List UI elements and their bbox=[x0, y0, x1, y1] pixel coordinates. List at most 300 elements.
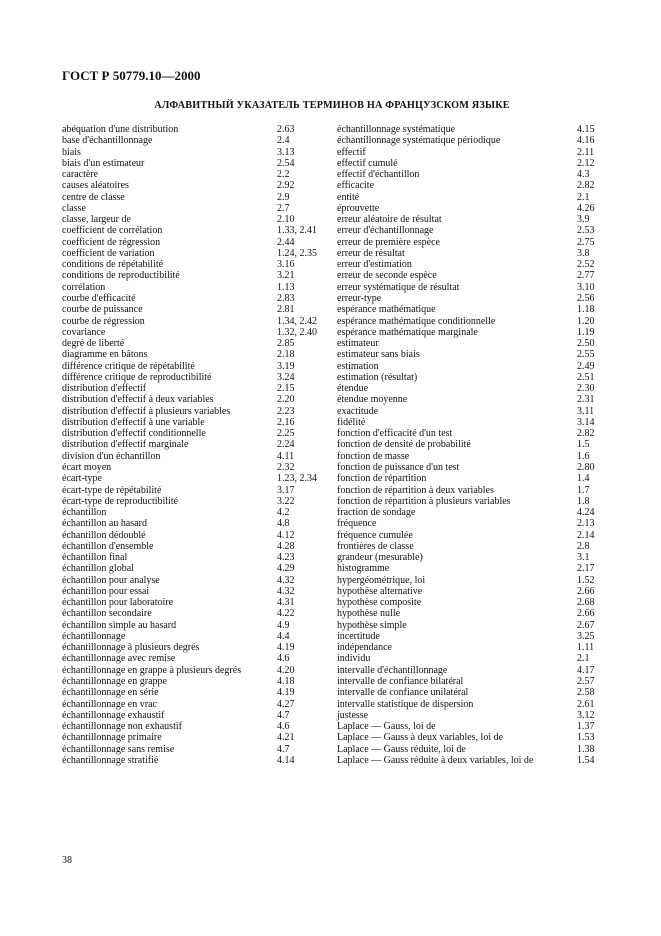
index-reference: 2.11 bbox=[577, 146, 595, 158]
index-term: échantillon pour essai bbox=[62, 585, 150, 597]
index-reference: 2.80 bbox=[577, 461, 595, 473]
index-entry bbox=[337, 203, 603, 214]
index-term: coefficient de variation bbox=[62, 247, 155, 259]
index-term: classe, largeur de bbox=[62, 214, 131, 226]
index-term: estimation bbox=[337, 360, 379, 372]
index-reference: 2.25 bbox=[277, 428, 295, 440]
index-term: exactitude bbox=[337, 405, 379, 417]
index-term: échantillon global bbox=[62, 563, 134, 575]
index-reference: 2.83 bbox=[277, 292, 295, 304]
index-entry bbox=[62, 338, 334, 349]
index-reference: 4.21 bbox=[277, 732, 295, 744]
index-reference: 2.82 bbox=[577, 428, 595, 440]
index-reference: 2.9 bbox=[277, 191, 290, 203]
index-term: intervalle d'échantillonnage bbox=[337, 664, 448, 676]
index-reference: 2.49 bbox=[577, 360, 595, 372]
index-reference: 2.77 bbox=[577, 270, 595, 282]
index-reference: 4.18 bbox=[277, 676, 295, 688]
index-term: courbe de régression bbox=[62, 315, 145, 327]
index-reference: 4.6 bbox=[277, 721, 290, 733]
index-entry bbox=[337, 147, 603, 158]
index-term: échantillon bbox=[62, 507, 107, 519]
index-term: fonction de répartition à plusieurs variables bbox=[337, 495, 511, 507]
index-entry bbox=[337, 744, 603, 755]
index-entry bbox=[337, 124, 603, 135]
index-term: erreur d'échantillonnage bbox=[337, 225, 434, 237]
index-entry bbox=[337, 507, 603, 518]
index-entry bbox=[62, 732, 334, 743]
index-entry bbox=[62, 180, 334, 191]
index-entry bbox=[62, 439, 334, 450]
index-term: biais d'un estimateur bbox=[62, 157, 145, 169]
index-term: efficacite bbox=[337, 180, 375, 192]
index-reference: 2.4 bbox=[277, 135, 290, 147]
index-reference: 1.33, 2.41 bbox=[277, 225, 317, 237]
index-title: АЛФАВИТНЫЙ УКАЗАТЕЛЬ ТЕРМИНОВ НА ФРАНЦУЗСКОМ ЯЗЫКЕ bbox=[154, 100, 510, 111]
index-reference: 3.14 bbox=[577, 416, 595, 428]
index-entry bbox=[62, 349, 334, 360]
index-reference: 3.10 bbox=[577, 281, 595, 293]
index-term: écart-type bbox=[62, 473, 102, 485]
index-reference: 4.17 bbox=[577, 664, 595, 676]
index-reference: 2.55 bbox=[577, 349, 595, 361]
index-reference: 2.2 bbox=[277, 169, 290, 181]
index-term: distribution d'effectif marginale bbox=[62, 439, 189, 451]
index-term: diagramme en bâtons bbox=[62, 349, 148, 361]
index-entry bbox=[62, 699, 334, 710]
index-entry bbox=[337, 417, 603, 428]
index-term: conditions de reproductibilité bbox=[62, 270, 180, 282]
index-reference: 4.32 bbox=[277, 585, 295, 597]
index-entry bbox=[62, 304, 334, 315]
index-entry bbox=[62, 169, 334, 180]
index-term: éprouvette bbox=[337, 202, 380, 214]
index-entry bbox=[62, 631, 334, 642]
index-column-left bbox=[62, 124, 334, 766]
index-term: intervalle statistique de dispersion bbox=[337, 698, 474, 710]
index-term: échantillonnage stratifié bbox=[62, 754, 159, 766]
index-reference: 2.61 bbox=[577, 698, 595, 710]
index-term: fidélité bbox=[337, 416, 366, 428]
index-term: erreur de résultat bbox=[337, 247, 405, 259]
index-entry bbox=[337, 631, 603, 642]
index-term: classe bbox=[62, 202, 86, 214]
index-term: échantillonnage à plusieurs degrés bbox=[62, 642, 200, 654]
index-reference: 2.50 bbox=[577, 338, 595, 350]
index-term: histogramme bbox=[337, 563, 390, 575]
index-term: intervalle de confiance bilatéral bbox=[337, 676, 464, 688]
index-term: fonction de masse bbox=[337, 450, 410, 462]
index-reference: 1.53 bbox=[577, 732, 595, 744]
index-reference: 2.8 bbox=[577, 540, 590, 552]
index-entry bbox=[337, 237, 603, 248]
index-entry bbox=[62, 676, 334, 687]
index-term: échantillonnage systématique bbox=[337, 124, 456, 135]
index-entry bbox=[337, 552, 603, 563]
index-term: échantillonnage en vrac bbox=[62, 698, 157, 710]
index-term: hypergéométrique, loi bbox=[337, 574, 426, 586]
index-entry bbox=[337, 597, 603, 608]
index-term: erreur d'estimation bbox=[337, 259, 412, 271]
index-entry bbox=[62, 563, 334, 574]
index-reference: 4.24 bbox=[577, 507, 595, 519]
index-reference: 4.20 bbox=[277, 664, 295, 676]
index-term: échantillonnage en grappe à plusieurs degrés bbox=[62, 664, 242, 676]
index-entry bbox=[337, 608, 603, 619]
index-term: biais bbox=[62, 146, 81, 158]
index-term: estimateur bbox=[337, 338, 379, 350]
index-entry bbox=[337, 473, 603, 484]
index-reference: 2.66 bbox=[577, 585, 595, 597]
index-entry bbox=[62, 485, 334, 496]
index-term: erreur-type bbox=[337, 292, 382, 304]
index-entry bbox=[62, 383, 334, 394]
index-term: distribution d'effectif à plusieurs variables bbox=[62, 405, 231, 417]
index-entry bbox=[62, 394, 334, 405]
index-term: échantillonnage non exhaustif bbox=[62, 721, 182, 733]
index-term: échantillon pour laboratoire bbox=[62, 597, 174, 609]
index-entry bbox=[62, 203, 334, 214]
index-term: effectif d'échantillon bbox=[337, 169, 420, 181]
index-reference: 1.6 bbox=[577, 450, 590, 462]
index-term: coefficient de régression bbox=[62, 236, 161, 248]
index-reference: 3.19 bbox=[277, 360, 295, 372]
index-term: hypothèse alternative bbox=[337, 585, 423, 597]
index-reference: 4.14 bbox=[277, 754, 295, 766]
index-term: abéquation d'une distribution bbox=[62, 124, 179, 135]
index-reference: 1.13 bbox=[277, 281, 295, 293]
index-term: entité bbox=[337, 191, 360, 203]
index-reference: 4.27 bbox=[277, 698, 295, 710]
index-entry bbox=[337, 496, 603, 507]
index-entry bbox=[337, 732, 603, 743]
index-reference: 2.20 bbox=[277, 394, 295, 406]
index-reference: 2.51 bbox=[577, 371, 595, 383]
index-column-right bbox=[337, 124, 603, 766]
index-term: étendue bbox=[337, 383, 369, 395]
index-term: fonction de densité de probabilité bbox=[337, 439, 471, 451]
index-entry bbox=[62, 552, 334, 563]
index-reference: 2.16 bbox=[277, 416, 295, 428]
index-entry bbox=[337, 462, 603, 473]
index-reference: 3.21 bbox=[277, 270, 295, 282]
index-entry bbox=[337, 586, 603, 597]
index-reference: 1.24, 2.35 bbox=[277, 247, 317, 259]
index-term: fonction de puissance d'un test bbox=[337, 461, 460, 473]
index-term: causes aléatoires bbox=[62, 180, 129, 192]
index-reference: 1.5 bbox=[577, 439, 590, 451]
index-reference: 4.29 bbox=[277, 563, 295, 575]
index-reference: 4.4 bbox=[277, 630, 290, 642]
index-term: échantillonnage exhaustif bbox=[62, 709, 165, 721]
index-term: estimation (résultat) bbox=[337, 371, 418, 383]
index-term: distribution d'effectif bbox=[62, 383, 147, 395]
index-entry bbox=[62, 710, 334, 721]
index-term: échantillonnage systématique périodique bbox=[337, 135, 501, 147]
index-term: erreur de seconde espèce bbox=[337, 270, 437, 282]
index-entry bbox=[337, 214, 603, 225]
index-term: erreur systématique de résultat bbox=[337, 281, 460, 293]
index-reference: 4.19 bbox=[277, 642, 295, 654]
index-reference: 2.92 bbox=[277, 180, 295, 192]
index-entry bbox=[337, 687, 603, 698]
index-term: courbe d'efficacité bbox=[62, 292, 136, 304]
index-term: échantillon au hasard bbox=[62, 518, 147, 530]
index-entry bbox=[62, 124, 334, 135]
index-entry bbox=[337, 406, 603, 417]
index-entry bbox=[62, 744, 334, 755]
index-reference: 2.32 bbox=[277, 461, 295, 473]
index-entry bbox=[62, 248, 334, 259]
index-term: échantillon simple au hasard bbox=[62, 619, 177, 631]
index-term: hypothèse simple bbox=[337, 619, 407, 631]
index-term: corrélation bbox=[62, 281, 106, 293]
index-entry bbox=[337, 699, 603, 710]
index-reference: 3.22 bbox=[277, 495, 295, 507]
document-standard-header: ГОСТ Р 50779.10—2000 bbox=[62, 68, 201, 83]
index-entry bbox=[62, 473, 334, 484]
index-term: échantillon secondaire bbox=[62, 608, 152, 620]
index-reference: 2.7 bbox=[277, 202, 290, 214]
index-reference: 2.85 bbox=[277, 338, 295, 350]
index-reference: 1.37 bbox=[577, 721, 595, 733]
index-term: effectif cumulé bbox=[337, 157, 398, 169]
index-entry bbox=[62, 665, 334, 676]
index-reference: 4.7 bbox=[277, 743, 290, 755]
index-term: caractère bbox=[62, 169, 99, 181]
index-term: distribution d'effectif à deux variables bbox=[62, 394, 214, 406]
index-reference: 1.34, 2.42 bbox=[277, 315, 317, 327]
index-term: conditions de répétabilité bbox=[62, 259, 164, 271]
index-reference: 1.23, 2.34 bbox=[277, 473, 317, 485]
index-entry bbox=[337, 225, 603, 236]
index-reference: 3.8 bbox=[577, 247, 590, 259]
index-reference: 2.18 bbox=[277, 349, 295, 361]
index-entry bbox=[337, 192, 603, 203]
index-reference: 1.8 bbox=[577, 495, 590, 507]
index-entry bbox=[62, 653, 334, 664]
index-entry bbox=[62, 530, 334, 541]
index-reference: 3.9 bbox=[577, 214, 590, 226]
index-entry bbox=[337, 676, 603, 687]
index-term: échantillon d'ensemble bbox=[62, 540, 154, 552]
index-reference: 4.2 bbox=[277, 507, 290, 519]
index-entry bbox=[62, 282, 334, 293]
index-entry bbox=[62, 451, 334, 462]
index-entry bbox=[62, 225, 334, 236]
index-entry bbox=[62, 518, 334, 529]
index-reference: 1.11 bbox=[577, 642, 595, 654]
index-entry bbox=[337, 541, 603, 552]
index-reference: 3.13 bbox=[277, 146, 295, 158]
index-entry bbox=[337, 316, 603, 327]
index-entry bbox=[337, 394, 603, 405]
index-entry bbox=[62, 192, 334, 203]
index-reference: 2.10 bbox=[277, 214, 295, 226]
index-term: échantillonnage en grappe bbox=[62, 676, 167, 688]
index-entry bbox=[62, 372, 334, 383]
index-reference: 3.24 bbox=[277, 371, 295, 383]
index-reference: 2.13 bbox=[577, 518, 595, 530]
index-reference: 2.81 bbox=[277, 304, 295, 316]
index-term: Laplace — Gauss à deux variables, loi de bbox=[337, 732, 504, 744]
index-term: échantillonnage sans remise bbox=[62, 743, 175, 755]
index-reference: 4.3 bbox=[577, 169, 590, 181]
index-reference: 4.12 bbox=[277, 529, 295, 541]
index-term: covariance bbox=[62, 326, 106, 338]
index-term: échantillon dédoublé bbox=[62, 529, 146, 541]
index-term: étendue moyenne bbox=[337, 394, 408, 406]
index-reference: 4.6 bbox=[277, 653, 290, 665]
index-reference: 2.15 bbox=[277, 383, 295, 395]
index-reference: 4.11 bbox=[277, 450, 295, 462]
index-reference: 2.53 bbox=[577, 225, 595, 237]
index-entry bbox=[62, 575, 334, 586]
index-entry bbox=[337, 361, 603, 372]
index-reference: 1.4 bbox=[577, 473, 590, 485]
index-reference: 4.22 bbox=[277, 608, 295, 620]
index-entry bbox=[337, 270, 603, 281]
index-term: effectif bbox=[337, 146, 366, 158]
index-entry bbox=[337, 338, 603, 349]
index-reference: 4.7 bbox=[277, 709, 290, 721]
index-reference: 2.23 bbox=[277, 405, 295, 417]
index-reference: 1.7 bbox=[577, 484, 590, 496]
index-term: échantillonnage avec remise bbox=[62, 653, 176, 665]
index-entry bbox=[62, 755, 334, 766]
index-entry bbox=[337, 755, 603, 766]
index-entry bbox=[337, 248, 603, 259]
index-entry bbox=[337, 135, 603, 146]
index-entry bbox=[62, 620, 334, 631]
index-reference: 2.1 bbox=[577, 191, 590, 203]
index-entry bbox=[62, 586, 334, 597]
index-entry bbox=[337, 485, 603, 496]
index-reference: 1.18 bbox=[577, 304, 595, 316]
index-term: échantillonnage en série bbox=[62, 687, 159, 699]
index-entry bbox=[62, 147, 334, 158]
index-reference: 1.32, 2.40 bbox=[277, 326, 317, 338]
index-reference: 2.56 bbox=[577, 292, 595, 304]
index-entry bbox=[337, 575, 603, 586]
index-reference: 3.17 bbox=[277, 484, 295, 496]
index-reference: 4.8 bbox=[277, 518, 290, 530]
index-term: degré de liberté bbox=[62, 338, 125, 350]
index-reference: 1.20 bbox=[577, 315, 595, 327]
index-reference: 2.31 bbox=[577, 394, 595, 406]
index-reference: 4.19 bbox=[277, 687, 295, 699]
index-entry bbox=[337, 180, 603, 191]
index-entry bbox=[62, 406, 334, 417]
index-reference: 2.57 bbox=[577, 676, 595, 688]
index-entry bbox=[337, 721, 603, 732]
index-reference: 2.52 bbox=[577, 259, 595, 271]
index-term: justesse bbox=[337, 709, 369, 721]
index-term: écart moyen bbox=[62, 461, 112, 473]
index-term: coefficient de corrélation bbox=[62, 225, 163, 237]
index-reference: 2.54 bbox=[277, 157, 295, 169]
index-term: courbe de puissance bbox=[62, 304, 143, 316]
index-reference: 3.12 bbox=[577, 709, 595, 721]
index-reference: 4.31 bbox=[277, 597, 295, 609]
index-entry bbox=[337, 304, 603, 315]
index-entry bbox=[62, 417, 334, 428]
index-term: différence critique de répétabilité bbox=[62, 360, 195, 372]
page-number: 38 bbox=[62, 855, 72, 866]
index-reference: 2.63 bbox=[277, 124, 295, 135]
index-entry bbox=[62, 327, 334, 338]
index-term: fonction de répartition à deux variables bbox=[337, 484, 494, 496]
index-term: échantillonnage primaire bbox=[62, 732, 162, 744]
index-entry bbox=[337, 383, 603, 394]
index-term: erreur aléatoire de résultat bbox=[337, 214, 442, 226]
index-entry bbox=[62, 428, 334, 439]
index-entry bbox=[62, 293, 334, 304]
index-term: grandeur (mesurable) bbox=[337, 552, 423, 564]
index-entry bbox=[337, 451, 603, 462]
index-reference: 4.26 bbox=[577, 202, 595, 214]
index-term: échantillon pour analyse bbox=[62, 574, 160, 586]
index-term: division d'un échantillon bbox=[62, 450, 161, 462]
index-term: espérance mathématique marginale bbox=[337, 326, 478, 338]
index-reference: 1.38 bbox=[577, 743, 595, 755]
index-reference: 2.30 bbox=[577, 383, 595, 395]
index-term: fonction de répartition bbox=[337, 473, 427, 485]
index-term: fréquence bbox=[337, 518, 377, 530]
index-reference: 2.75 bbox=[577, 236, 595, 248]
index-term: espérance mathématique conditionnelle bbox=[337, 315, 496, 327]
index-reference: 4.28 bbox=[277, 540, 295, 552]
index-entry bbox=[337, 642, 603, 653]
index-reference: 4.15 bbox=[577, 124, 595, 135]
index-term: indépendance bbox=[337, 642, 392, 654]
index-entry bbox=[62, 316, 334, 327]
index-entry bbox=[62, 496, 334, 507]
index-entry bbox=[62, 462, 334, 473]
index-reference: 2.68 bbox=[577, 597, 595, 609]
index-reference: 2.17 bbox=[577, 563, 595, 575]
index-term: différence critique de reproductibilité bbox=[62, 371, 212, 383]
index-term: frontières de classe bbox=[337, 540, 414, 552]
index-entry bbox=[62, 608, 334, 619]
index-term: hypothèse composite bbox=[337, 597, 422, 609]
index-entry bbox=[62, 214, 334, 225]
index-entry bbox=[337, 293, 603, 304]
index-entry bbox=[337, 665, 603, 676]
index-term: distribution d'effectif à une variable bbox=[62, 416, 205, 428]
index-entry bbox=[62, 541, 334, 552]
index-reference: 1.19 bbox=[577, 326, 595, 338]
index-term: erreur de première espèce bbox=[337, 236, 440, 248]
index-term: écart-type de reproductibilité bbox=[62, 495, 179, 507]
index-reference: 3.11 bbox=[577, 405, 595, 417]
index-entry bbox=[62, 237, 334, 248]
index-reference: 4.23 bbox=[277, 552, 295, 564]
index-entry bbox=[337, 372, 603, 383]
index-entry bbox=[337, 259, 603, 270]
index-reference: 2.58 bbox=[577, 687, 595, 699]
index-term: fonction d'efficacité d'un test bbox=[337, 428, 453, 440]
index-reference: 2.12 bbox=[577, 157, 595, 169]
index-term: distribution d'effectif conditionnelle bbox=[62, 428, 206, 440]
index-reference: 4.16 bbox=[577, 135, 595, 147]
index-entry bbox=[62, 270, 334, 281]
index-reference: 2.66 bbox=[577, 608, 595, 620]
index-reference: 2.44 bbox=[277, 236, 295, 248]
index-term: Laplace — Gauss réduite à deux variables, loi de bbox=[337, 754, 534, 766]
index-reference: 2.82 bbox=[577, 180, 595, 192]
index-term: fréquence cumulée bbox=[337, 529, 413, 541]
